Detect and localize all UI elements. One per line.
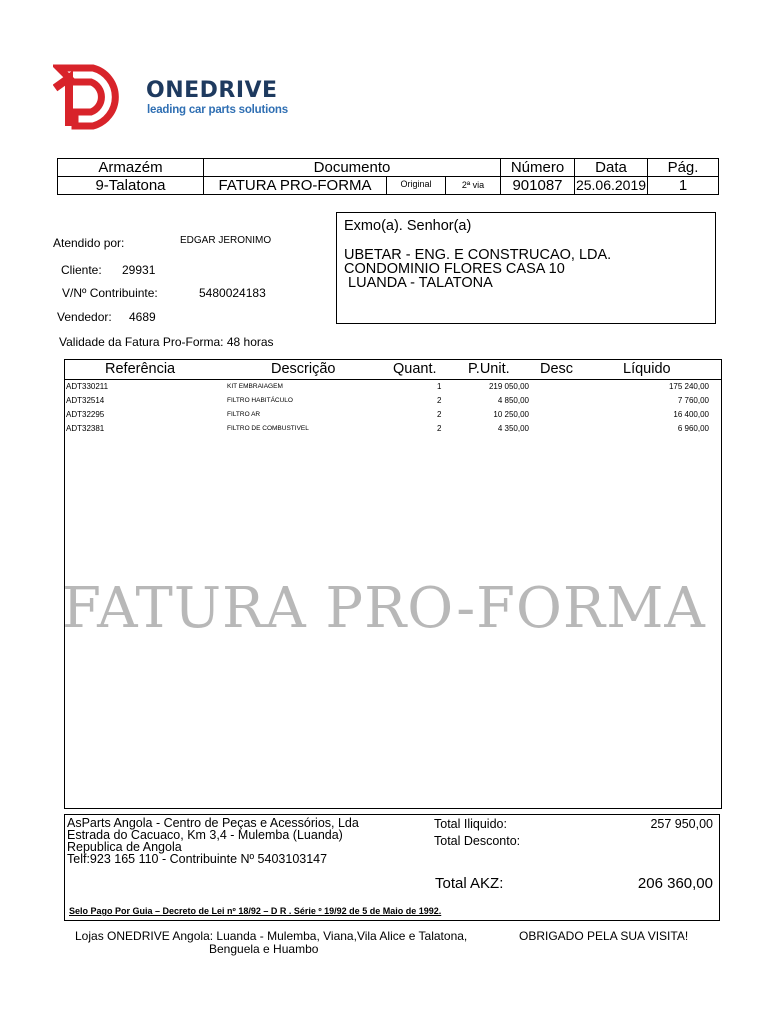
row-unit: 4 350,00 [497,424,529,433]
atendido-value: EDGAR JERONIMO [180,235,272,246]
brand-name: ONEDRIVE [146,78,278,103]
row-ref: ADT330211 [66,382,109,391]
document-header-table [57,158,719,195]
col-header-referencia: Referência [105,361,176,377]
brand-logo-icon [53,64,133,130]
col-header-punit: P.Unit. [468,361,510,377]
header-original-tag: Original [387,177,446,195]
header-armazem-label: Armazém [58,159,204,177]
atendido-label: Atendido por: [53,236,125,250]
total-akz-value: 206 360,00 [637,875,713,892]
row-qty: 2 [437,410,442,419]
brand-tagline: leading car parts solutions [147,104,288,116]
row-ref: ADT32381 [66,424,105,433]
company-country: Republica de Angola [67,840,182,854]
row-desc: KIT EMBRAIAGEM [227,383,283,390]
total-desconto-label: Total Desconto: [434,834,521,848]
header-armazem-value: 9-Talatona [58,177,204,195]
stores-line-1: Lojas ONEDRIVE Angola: Luanda - Mulemba, Viana,Vila Alice e Talatona, [75,929,468,943]
row-net: 175 240,00 [668,382,709,391]
header-documento-label: Documento [204,159,501,177]
company-phone: Telf:923 165 110 - Contribuinte Nº 5403103147 [67,852,328,866]
thanks-message: OBRIGADO PELA SUA VISITA! [519,929,689,943]
row-qty: 2 [437,396,442,405]
table-row [65,380,721,394]
total-iliquido-label: Total Iliquido: [434,817,507,831]
header-data-value: 25.06.2019 [575,177,647,193]
row-desc: FILTRO HABITÁCULO [227,397,293,404]
vendedor-value: 4689 [129,310,156,324]
col-header-liquido: Líquido [623,361,671,377]
row-unit: 10 250,00 [493,410,529,419]
row-ref: ADT32514 [66,396,105,405]
row-unit: 4 850,00 [497,396,529,405]
header-documento-value: FATURA PRO-FORMA [204,177,387,195]
table-row [65,408,721,422]
row-qty: 1 [437,382,442,391]
contribuinte-label: V/Nº Contribuinte: [62,286,158,300]
cliente-value: 29931 [122,263,156,277]
client-city-line: LUANDA - TALATONA [344,275,493,291]
header-pag-label: Pág. [648,159,718,177]
client-greeting: Exmo(a). Senhor(a) [344,218,472,234]
row-net: 16 400,00 [673,410,709,419]
company-name: AsParts Angola - Centro de Peças e Acessórios, Lda [67,816,359,830]
header-data-label: Data [575,159,648,177]
header-pag-value: 1 [678,177,688,194]
selo-note: Selo Pago Por Guia – Decreto de Lei nº 18/92 – D R . Série º 19/92 de 5 de Maio de 1992. [69,906,442,916]
row-ref: ADT32295 [66,410,105,419]
company-address: Estrada do Cacuaco, Km 3,4 - Mulemba (Luanda) [67,828,343,842]
col-header-quant: Quant. [393,361,437,377]
total-iliquido-value: 257 950,00 [650,817,713,831]
watermark-text: FATURA PRO-FORMA [62,576,706,641]
row-net: 6 960,00 [677,424,709,433]
header-numero-label: Número [501,159,575,177]
client-name: UBETAR - ENG. E CONSTRUCAO, LDA. [344,247,612,263]
vendedor-label: Vendedor: [57,310,112,324]
cliente-label: Cliente: [61,263,102,277]
row-desc: FILTRO AR [227,411,261,418]
row-qty: 2 [437,424,442,433]
header-via-tag: 2ª via [446,177,501,195]
client-address-line: CONDOMINIO FLORES CASA 10 [344,261,565,277]
client-address-box [336,212,716,324]
summary-box [64,814,720,921]
table-row [65,394,721,408]
contribuinte-value: 5480024183 [199,286,266,300]
stores-line-2: Benguela e Huambo [209,942,319,956]
header-numero-value: 901087 [501,177,575,195]
row-net: 7 760,00 [677,396,709,405]
col-header-desc: Desc [540,361,574,377]
row-unit: 219 050,00 [488,382,529,391]
col-header-descricao: Descrição [271,361,336,377]
total-akz-label: Total AKZ: [435,875,504,892]
table-row [65,422,721,436]
row-desc: FILTRO DE COMBUSTIVEL [227,425,309,432]
validade-text: Validade da Fatura Pro-Forma: 48 horas [59,335,274,349]
